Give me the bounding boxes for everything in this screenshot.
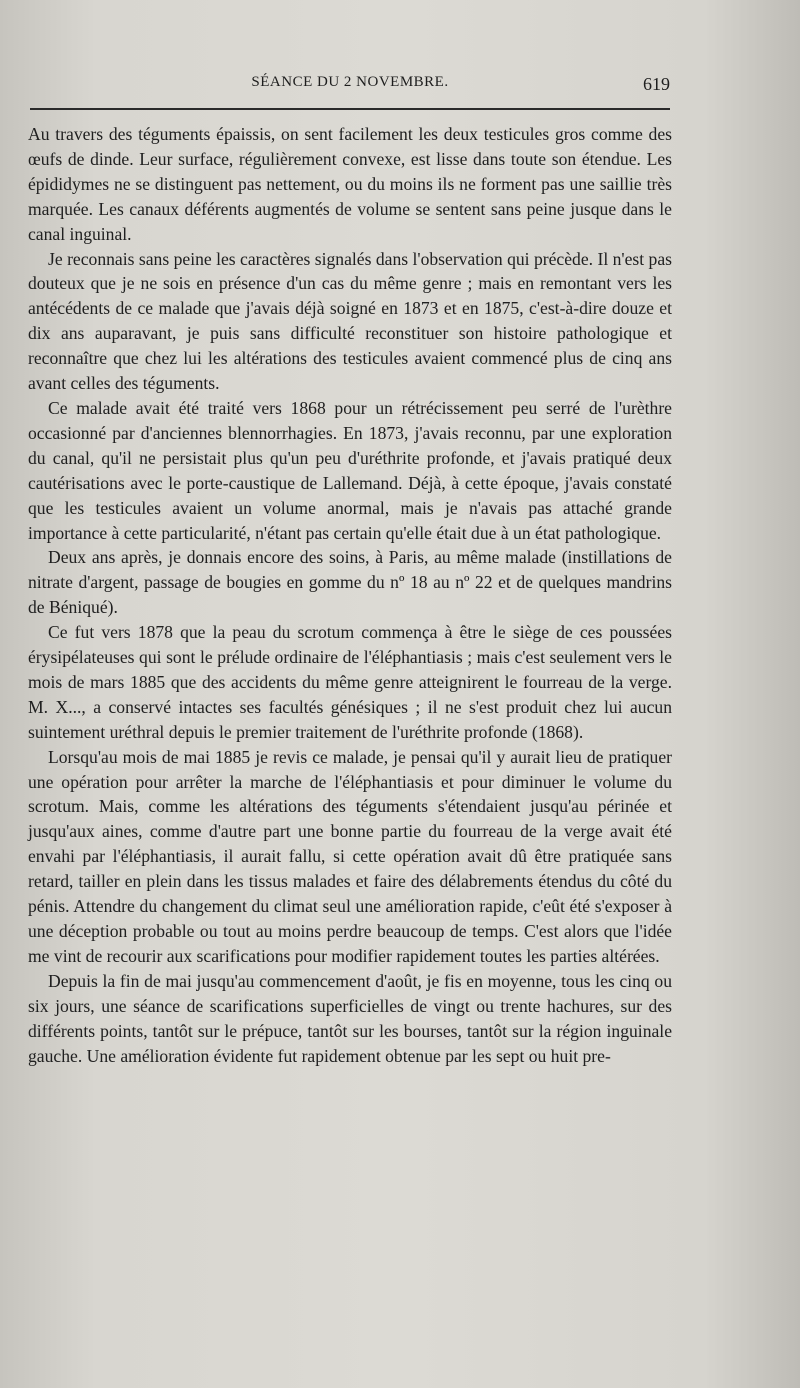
paragraph: Depuis la fin de mai jusqu'au commencement d'août, je fis en moyenne, tous les cinq ou six jours, une séance de scarifications superficielles de vingt ou trente hachures, sur des différents points, tantôt sur le prépuce, tantôt sur les bourses, tantôt sur la région inguinale gauche. Une amélioration évidente fut rapidement obtenue par les sept ou huit pre- bbox=[28, 970, 672, 1066]
paragraph: Lorsqu'au mois de mai 1885 je revis ce malade, je pensai qu'il y aurait lieu de pratiquer une opération pour arrêter la marche de l'éléphantiasis et pour diminuer le volume du scrotum. Mais, comme les altérations des téguments s'étendaient jusqu'au périnée et jusqu'aux aines, comme d'autre part une bonne partie du fourreau de la verge avait été envahi par l'éléphantiasis, il aurait fallu, si cette opération avait dû être pratiquée sans retard, tailler en plein dans les tissus malades et faire des délabrements étendus du côté du pénis. Attendre du changement du climat seul une amélioration rapide, c'eût été s'exposer à une déception probable ou tout au moins perdre beaucoup de temps. C'est alors que l'idée me vint de recourir aux scarifications pour modifier rapidement toutes les parties altérées. bbox=[28, 746, 672, 966]
page-number: 619 bbox=[643, 74, 670, 94]
page-header bbox=[30, 74, 670, 102]
running-title: SÉANCE DU 2 NOVEMBRE. bbox=[251, 74, 449, 90]
body-text bbox=[28, 122, 672, 1068]
paragraph: Au travers des téguments épaissis, on sent facilement les deux testicules gros comme des œufs de dinde. Leur surface, régulièrement convexe, est lisse dans toute son étendue. Les épididymes ne se distinguent pas nettement, ou du moins ils ne forment pas une saillie très marquée. Les canaux déférents augmentés de volume se sentent sans peine jusque dans le canal inguinal. bbox=[28, 124, 672, 244]
paragraph: Deux ans après, je donnais encore des soins, à Paris, au même malade (instillations de nitrate d'argent, passage de bougies en gomme du nº 18 au nº 22 et de quelques mandrins de Béniqué). bbox=[28, 547, 672, 618]
paragraph: Ce malade avait été traité vers 1868 pour un rétrécissement peu serré de l'urèthre occasionné par d'anciennes blennorrhagies. En 1873, j'avais reconnu, par une exploration du canal, qu'il ne persistait plus qu'un peu d'uréthrite profonde, et j'avais pratiqué deux cautérisations avec le porte-caustique de Lallemand. Déjà, à cette époque, j'avais constaté que les testicules avaient un volume anormal, mais je n'avais pas attaché grande importance à cette particularité, n'étant pas certain qu'elle était due à un état pathologique. bbox=[28, 397, 672, 543]
header-rule bbox=[30, 108, 670, 110]
paragraph: Ce fut vers 1878 que la peau du scrotum commença à être le siège de ces poussées érysipélateuses qui sont le prélude ordinaire de l'éléphantiasis ; mais c'est seulement vers le mois de mars 1885 que des accidents du même genre atteignirent le fourreau de la verge. M. X..., a conservé intactes ses facultés génésiques ; il ne s'est produit chez lui aucun suintement uréthral depuis le premier traitement de l'uréthrite profonde (1868). bbox=[28, 622, 672, 742]
paragraph: Je reconnais sans peine les caractères signalés dans l'observation qui précède. Il n'est pas douteux que je ne sois en présence d'un cas du même genre ; mais en remontant vers les antécédents de ce malade que j'avais déjà soigné en 1873 et en 1875, c'est-à-dire douze et dix ans auparavant, je puis sans difficulté reconstituer son histoire pathologique et reconnaître que chez lui les altérations des testicules avaient commencé plus de cinq ans avant celles des téguments. bbox=[28, 248, 672, 394]
